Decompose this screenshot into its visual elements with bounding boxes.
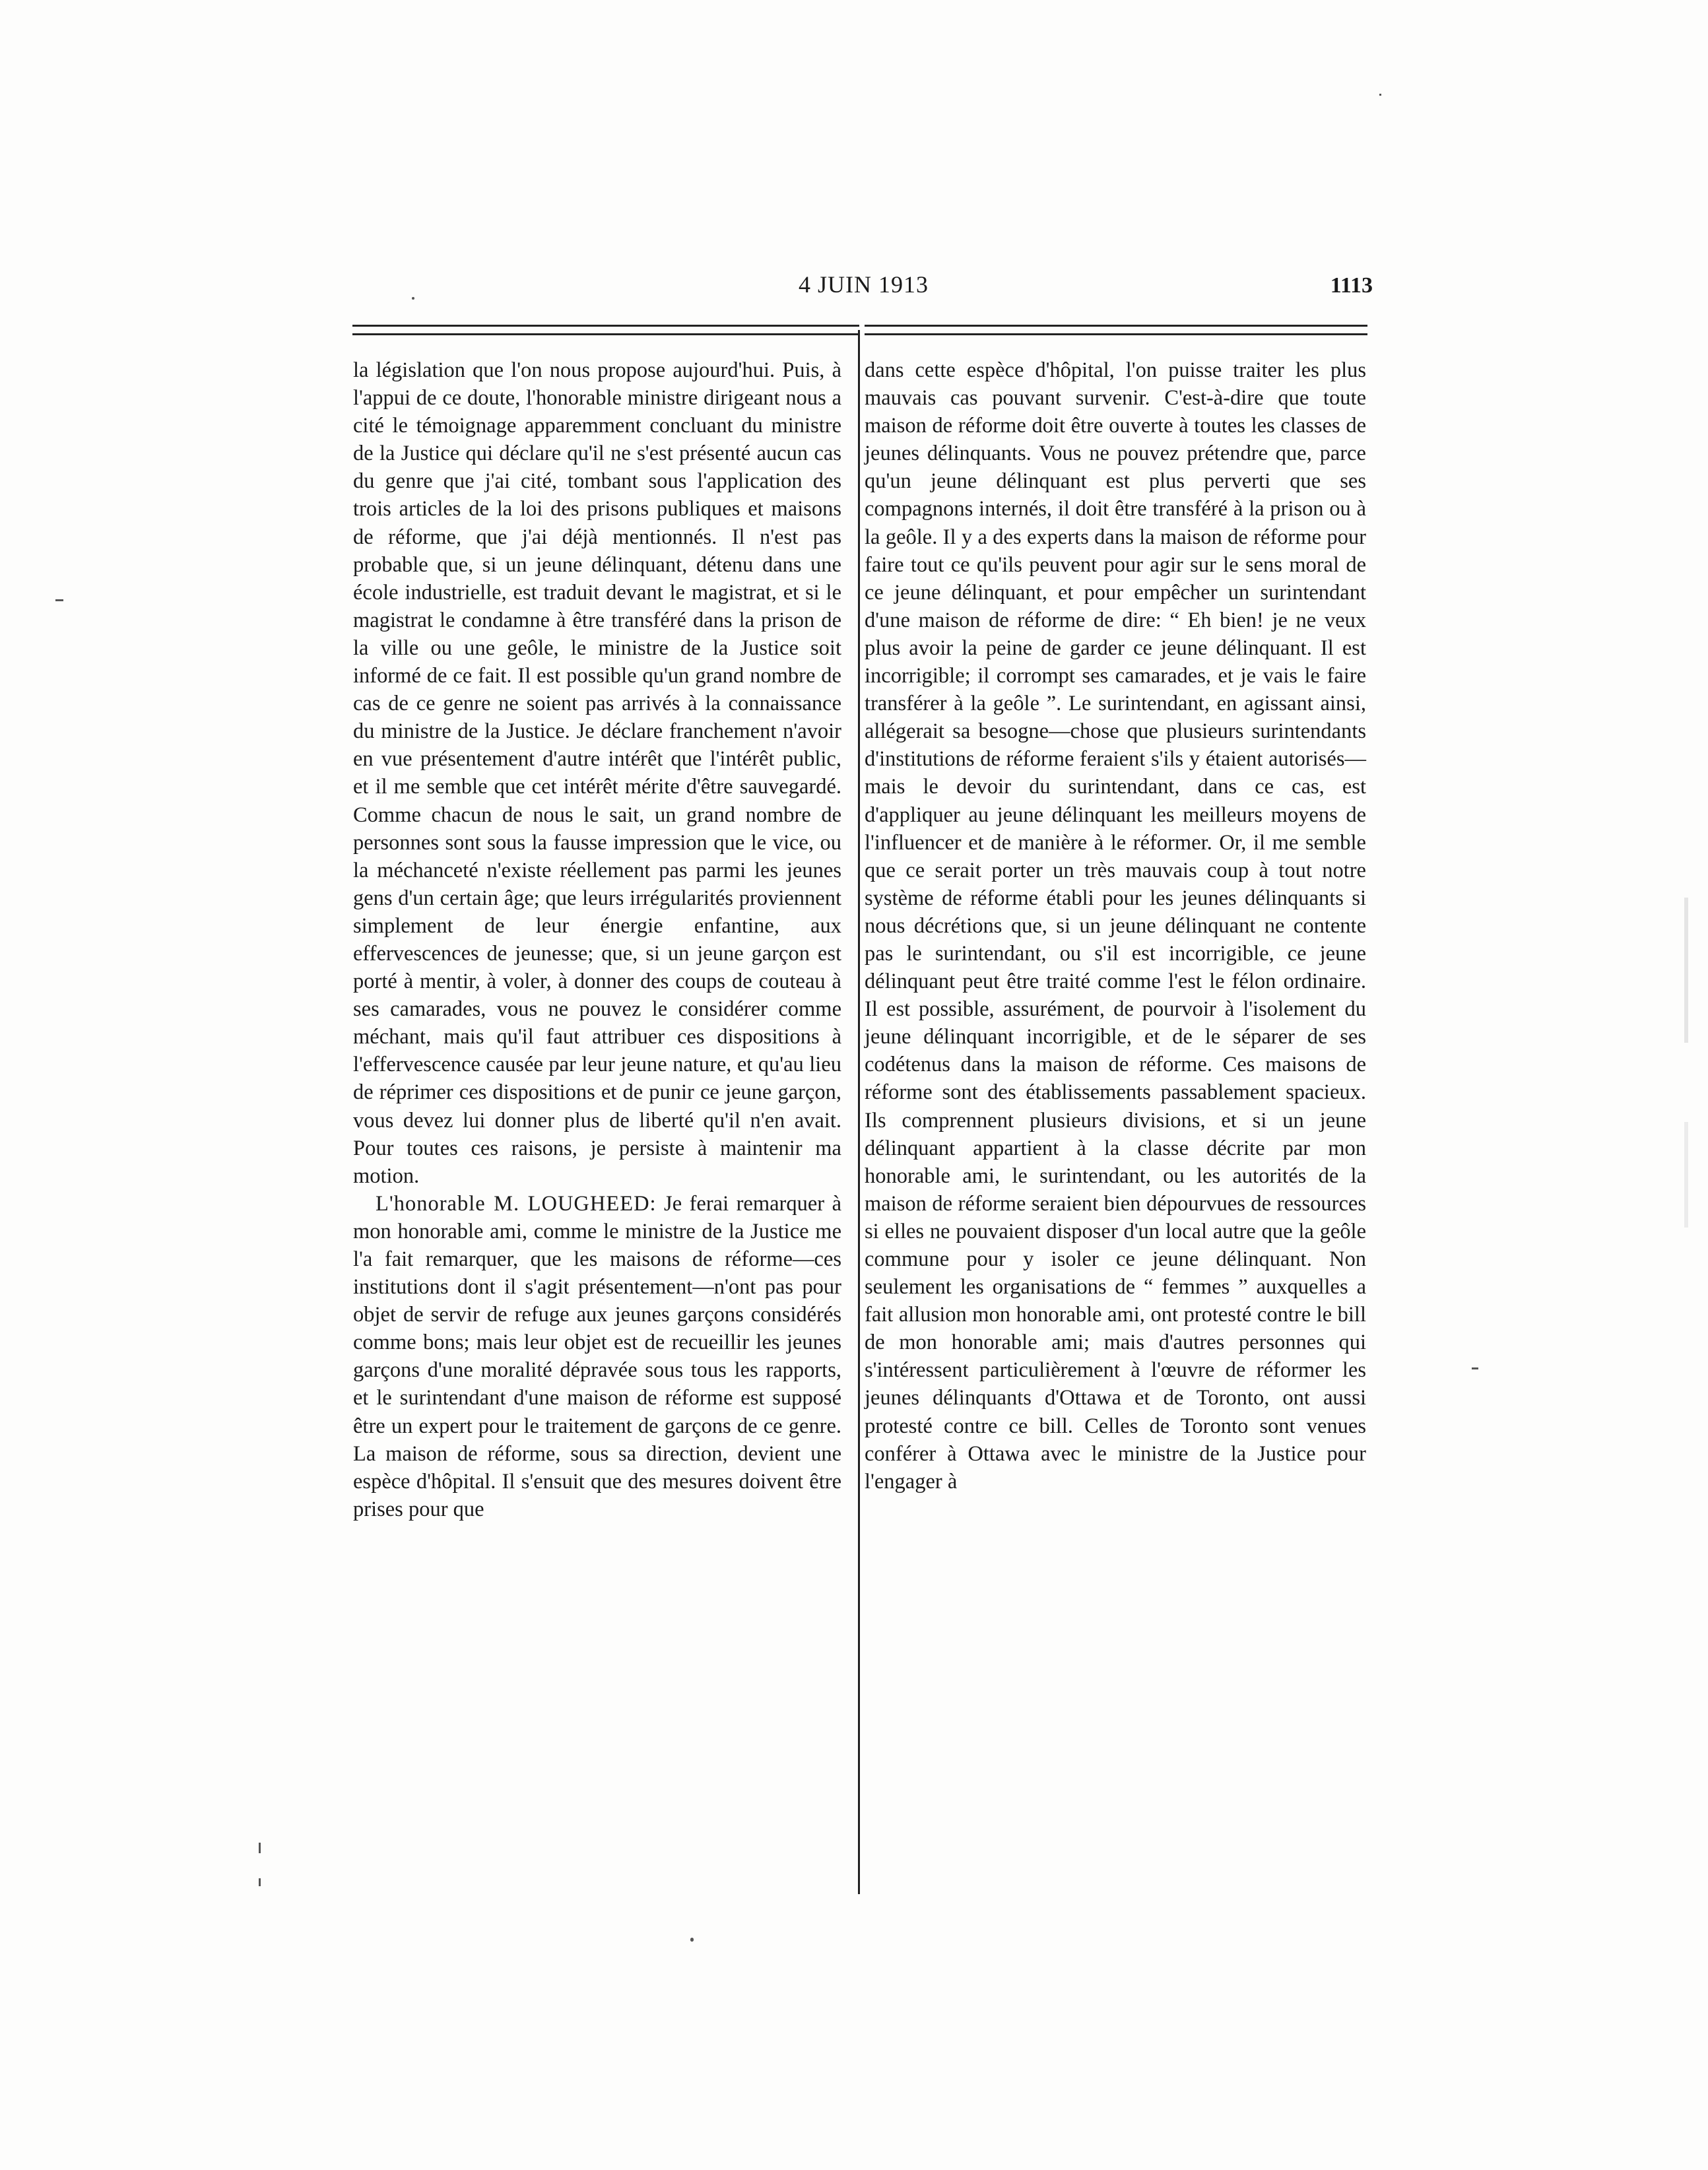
page-header <box>343 271 1373 310</box>
scan-bleed <box>1684 1122 1688 1228</box>
scan-mark <box>55 599 63 601</box>
column-divider <box>858 330 860 1894</box>
scan-mark <box>259 1878 261 1886</box>
left-paragraph-1: la législation que l'on nous propose aujourd'hui. Puis, à l'appui de ce doute, l'honorable ministre dirigeant nous a cité le témoignage apparemment concluant du ministre de la Justice qui déclare qu'il ne s'est présenté aucun cas du genre que j'ai cité, tombant sous l'application des trois articles de la loi des prisons publiques et maisons de réforme, que j'ai déjà mentionnés. Il n'est pas probable que, si un jeune délinquant, détenu dans une école industrielle, est traduit devant le magistrat, et si le magistrat le condamne à être transféré dans la prison de la ville ou une geôle, le ministre de la Justice soit informé de ce fait. Il est possible qu'un grand nombre de cas de ce genre ne soient pas arrivés à la connaissance du ministre de la Justice. Je déclare franchement n'avoir en vue présentement d'autre intérêt que l'intérêt public, et il me semble que cet intérêt mérite d'être sauvegardé. Comme chacun de nous le sait, un grand nombre de personnes sont sous la fausse impression que le vice, ou la méchanceté n'existe réellement pas parmi les jeunes gens d'un certain âge; que leurs irrégularités proviennent simplement de leur énergie enfantine, aux effervescences de jeunesse; que, si un jeune garçon est porté à mentir, à voler, à donner des coups de couteau à ses camarades, vous ne pouvez le considérer comme méchant, mais qu'il faut attribuer ces dispositions à l'effervescence causée par leur jeune nature, et qu'au lieu de réprimer ces dispositions et de punir ce jeune garçon, vous devez lui donner plus de liberté qu'il n'en avait. Pour toutes ces raisons, je persiste à maintenir ma motion. <box>353 358 841 1188</box>
scan-mark <box>259 1843 261 1853</box>
header-rule-right <box>865 325 1367 335</box>
left-column <box>353 356 841 1523</box>
scan-mark <box>1379 94 1381 96</box>
left-paragraph-2 <box>353 1190 841 1523</box>
scan-mark <box>1472 1367 1478 1369</box>
scan-mark <box>412 297 414 300</box>
speaker-text: Je ferai remarquer à mon honorable ami, comme le ministre de la Justice me l'a fait remarquer, que les maisons de réforme—ces institutions dont il s'agit présentement—n'ont pas pour objet de servir de refuge aux jeunes garçons considérés comme bons; mais leur objet est de recueillir les jeunes garçons d'une moralité dépravée sous tous les rapports, et le surintendant d'une maison de réforme est supposé être un expert pour le traitement de garçons de ce genre. La maison de réforme, sous sa direction, devient une espèce d'hôpital. Il s'ensuit que des mesures doivent être prises pour que <box>353 1191 842 1521</box>
right-column <box>865 356 1366 1496</box>
page-date: 4 JUIN 1913 <box>799 271 929 298</box>
speaker-name: L'honorable M. LOUGHEED: <box>376 1191 657 1216</box>
scan-bleed <box>1684 898 1688 1043</box>
right-paragraph-1: dans cette espèce d'hôpital, l'on puisse traiter les plus mauvais cas pouvant survenir. C'est-à-dire que toute maison de réforme doit être ouverte à toutes les classes de jeunes délinquants. Vous ne pouvez prétendre que, parce qu'un jeune délinquant est plus perverti que ses compagnons internés, il doit être transféré à la prison ou à la geôle. Il y a des experts dans la maison de réforme pour faire tout ce qu'ils peuvent pour agir sur le sens moral de ce jeune délinquant, et pour empêcher un surintendant d'une maison de réforme de dire: “ Eh bien! je ne veux plus avoir la peine de garder ce jeune délinquant. Il est incorrigible; il corrompt ses camarades, et je vais le faire transférer à la geôle ”. Le surintendant, en agissant ainsi, allégerait sa besogne—chose que plusieurs surintendants d'institutions de réforme feraient s'ils y étaient autorisés—mais le devoir du surintendant, dans ce cas, est d'appliquer au jeune délinquant les meilleurs moyens de l'influencer et de manière à le réformer. Or, il me semble que ce serait porter un très mauvais coup à tout notre système de réforme établi pour les jeunes délinquants si nous décrétions que, si un jeune délinquant ne contente pas le surintendant, ou s'il est incorrigible, ce jeune délinquant peut être traité comme l'est le félon ordinaire. Il est possible, assurément, de pourvoir à l'isolement du jeune délinquant incorrigible, et de le séparer de ses codétenus dans la maison de réforme. Ces maisons de réforme sont des établissements passablement spacieux. Ils comprennent plusieurs divisions, et si un jeune délinquant appartient à la classe décrite par mon honorable ami, le surintendant, ou les autorités de la maison de réforme seraient bien dépourvues de ressources si elles ne pouvaient disposer d'un local autre que la geôle commune pour y isoler ce jeune délinquant. Non seulement les organisations de “ femmes ” auxquelles a fait allusion mon honorable ami, ont protesté contre le bill de mon honorable ami; mais d'autres personnes qui s'intéressent particulièrement à l'œuvre de réformer les jeunes délinquants d'Ottawa et de Toronto, ont aussi protesté contre ce bill. Celles de Toronto sont venues conférer à Ottawa avec le ministre de la Justice pour l'engager à <box>865 358 1366 1494</box>
page-number: 1113 <box>1330 273 1373 298</box>
header-rule-left <box>352 325 859 335</box>
scan-mark <box>690 1938 694 1942</box>
